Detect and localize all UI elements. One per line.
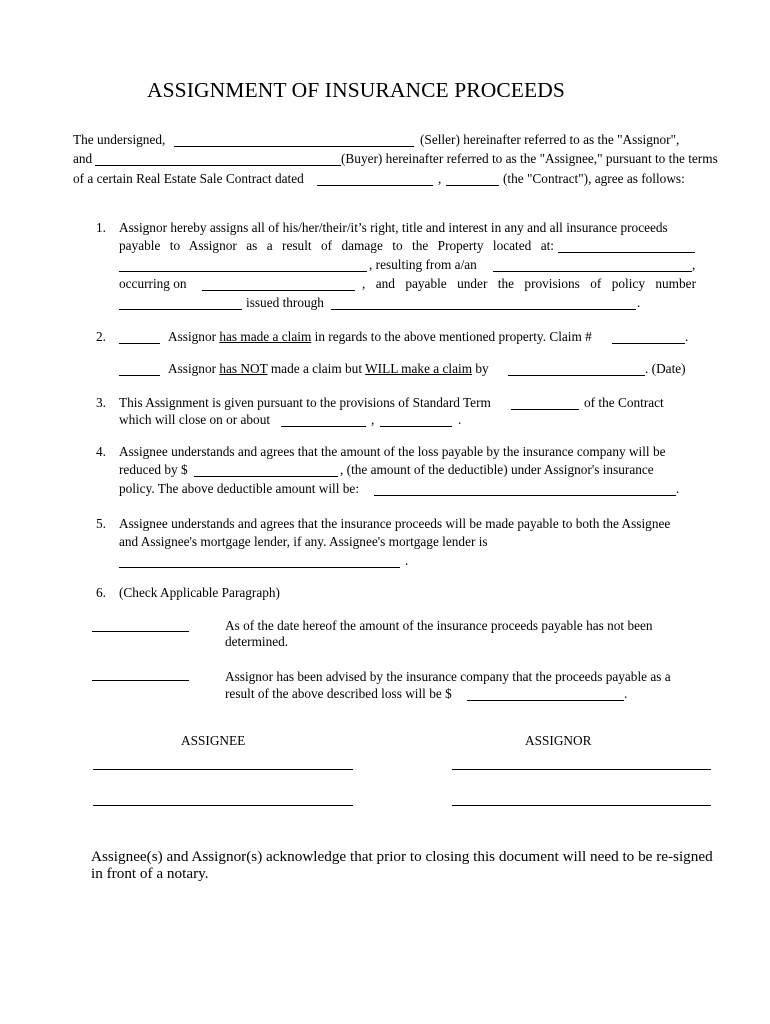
intro-text: , [438, 171, 442, 186]
paragraph-text: . [405, 553, 409, 568]
paragraph-text: Assignee understands and agrees that the amount of the loss payable by the insurance company will be [119, 444, 666, 459]
paragraph-text: reduced by $ [119, 462, 188, 477]
paragraph-heading: (Check Applicable Paragraph) [119, 585, 280, 600]
proceeds-amount-field[interactable] [467, 700, 624, 701]
assignee-signature-line-1[interactable] [93, 769, 353, 770]
paragraph-text: of the Contract [584, 395, 664, 410]
assignee-label: ASSIGNEE [181, 733, 246, 748]
claim-date-field[interactable] [508, 375, 645, 376]
paragraph-text: . [676, 481, 680, 496]
intro-text: (Seller) hereinafter referred to as the "Assignor", [420, 132, 680, 147]
paragraph-text: result of the above described loss will be $ [225, 686, 452, 701]
paragraph-text: This Assignment is given pursuant to the provisions of Standard Term [119, 395, 491, 410]
paragraph-text: . [685, 329, 689, 344]
intro-text: (the "Contract"), agree as follows: [503, 171, 685, 186]
standard-term-field[interactable] [511, 409, 579, 410]
intro-text: (Buyer) hereinafter referred to as the "Assignee," pursuant to the terms [341, 151, 718, 166]
page-title: ASSIGNMENT OF INSURANCE PROCEEDS [147, 78, 565, 102]
intro-text: and [73, 151, 93, 166]
paragraph-number: 2. [96, 329, 106, 344]
assignor-signature-line-2[interactable] [452, 805, 711, 806]
paragraph-text: . [637, 295, 641, 310]
paragraph-text: and Assignee's mortgage lender, if any. Assignee's mortgage lender is [119, 534, 488, 549]
claim-not-made-check-field[interactable] [119, 375, 160, 376]
paragraph-number: 1. [96, 220, 106, 235]
paragraph-number: 4. [96, 444, 106, 459]
deductible-reduction-field[interactable] [194, 476, 338, 477]
buyer-name-field[interactable] [95, 165, 341, 166]
deductible-amount-field[interactable] [374, 495, 676, 496]
contract-year-field[interactable] [446, 185, 499, 186]
closing-year-field[interactable] [380, 426, 452, 427]
paragraph-text: , (the amount of the deductible) under Assignor's insurance [340, 462, 654, 477]
paragraph-text: Assignor has made a claim in regards to the above mentioned property. Claim # [168, 329, 592, 344]
notice-text: in front of a notary. [91, 865, 209, 882]
policy-number-field[interactable] [119, 309, 242, 310]
paragraph-text: As of the date hereof the amount of the insurance proceeds payable has not been [225, 618, 653, 633]
paragraph-text: . [458, 412, 462, 427]
insurer-name-field[interactable] [331, 309, 636, 310]
property-address-field[interactable] [558, 252, 695, 253]
contract-date-field[interactable] [317, 185, 433, 186]
paragraph-text: . [624, 686, 628, 701]
paragraph-text: Assignor has been advised by the insurance company that the proceeds payable as a [225, 669, 671, 684]
paragraph-text: , [371, 412, 375, 427]
paragraph-text: , resulting from a/an [369, 257, 477, 272]
paragraph-text: occurring on [119, 276, 187, 291]
closing-date-field[interactable] [281, 426, 366, 427]
paragraph-text: payable to Assignor as a result of damage to the Property located at: [119, 238, 554, 253]
paragraph-text: Assignor has NOT made a claim but WILL make a claim by [168, 361, 489, 376]
assignee-signature-line-2[interactable] [93, 805, 353, 806]
paragraph-text: determined. [225, 634, 289, 649]
damage-type-field[interactable] [493, 271, 692, 272]
claim-number-field[interactable] [612, 343, 685, 344]
paragraph-text: . (Date) [645, 361, 686, 376]
notice-text: Assignee(s) and Assignor(s) acknowledge that prior to closing this document will need to be re-signed [91, 848, 713, 865]
seller-name-field[interactable] [174, 146, 414, 147]
paragraph-text: issued through [246, 295, 324, 310]
intro-text: The undersigned, [73, 132, 166, 147]
mortgage-lender-field[interactable] [119, 567, 400, 568]
claim-made-check-field[interactable] [119, 343, 160, 344]
assignor-signature-line-1[interactable] [452, 769, 711, 770]
paragraph-text: , [692, 257, 696, 272]
option-1-check-field[interactable] [92, 631, 189, 632]
occurrence-date-field[interactable] [202, 290, 355, 291]
paragraph-text: which will close on or about [119, 412, 271, 427]
paragraph-text: Assignee understands and agrees that the insurance proceeds will be made payable to both the Assignee [119, 516, 671, 531]
paragraph-text: Assignor hereby assigns all of his/her/their/it’s right, title and interest in any and all insurance proceeds [119, 220, 668, 235]
paragraph-text: policy. The above deductible amount will be: [119, 481, 360, 496]
paragraph-number: 3. [96, 395, 106, 410]
property-address-line2-field[interactable] [119, 271, 367, 272]
assignor-label: ASSIGNOR [525, 733, 592, 748]
paragraph-number: 6. [96, 585, 106, 600]
paragraph-text: , and payable under the provisions of policy number [362, 276, 696, 291]
paragraph-number: 5. [96, 516, 106, 531]
intro-text: of a certain Real Estate Sale Contract dated [73, 171, 304, 186]
option-2-check-field[interactable] [92, 680, 189, 681]
